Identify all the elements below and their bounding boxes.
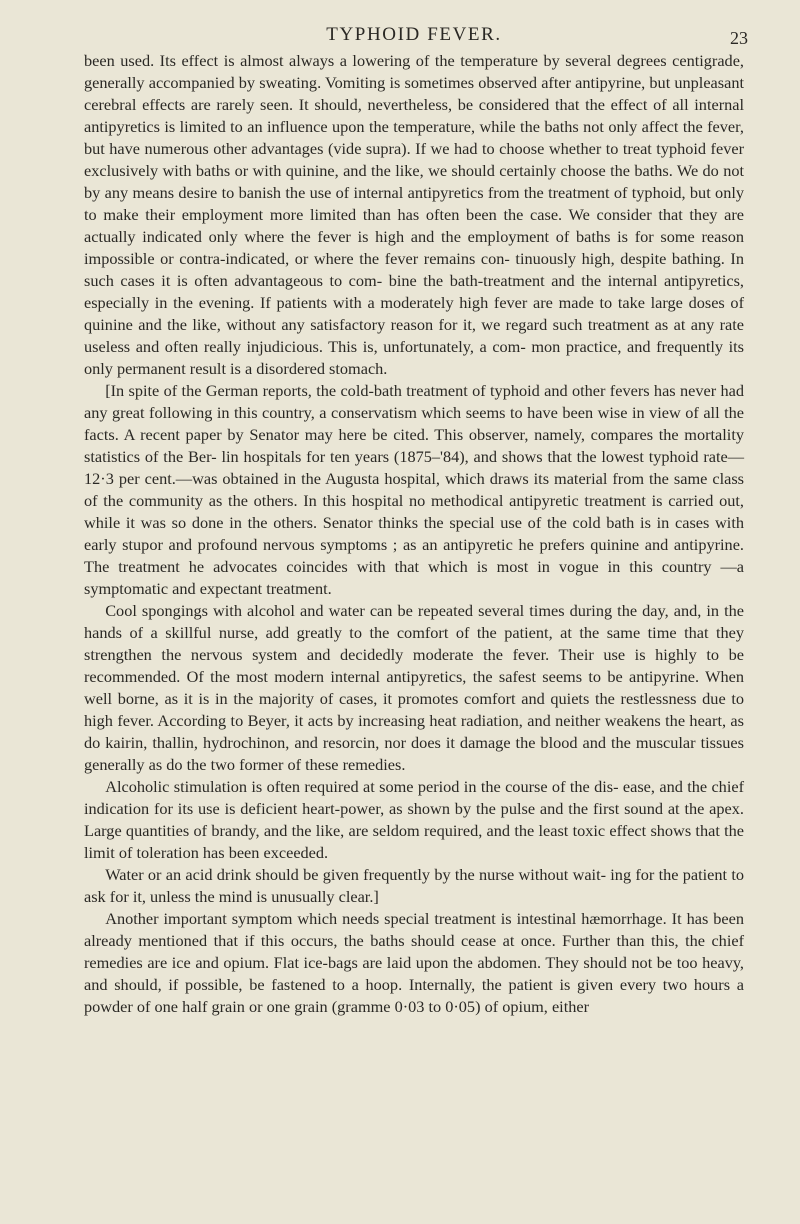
page-header (84, 14, 748, 50)
paragraph-1: been used. Its effect is almost always a lowering of the temperature by several degrees centigrade, generally accompanied by sweating. Vomiting is sometimes observed after antipyrine, but unpleasant cerebral effects are rarely seen. It should, nevertheless, be considered that the effect of all internal antipyretics is limited to an influence upon the temperature, while the baths not only affect the fever, but have numerous other advantages (vide supra). If we had to choose whether to treat typhoid fever exclusively with baths or with quinine, and the like, we should certainly choose the baths. We do not by any means desire to banish the use of internal antipyretics from the treatment of typhoid, but only to make their employment more limited than has often been the case. We consider that they are actually indicated only where the fever is high and the employment of baths is for some reason impossible or contra-indicated, or where the fever remains con- tinuously high, despite bathing. In such cases it is often advantageous to com- bine the bath-treatment and the internal antipyretics, especially in the evening. If patients with a moderately high fever are made to take large doses of quinine and the like, without any satisfactory reason for it, we regard such treatment as at any rate useless and often really injudicious. This is, unfortunately, a com- mon practice, and frequently its only permanent result is a disordered stomach. (84, 51, 744, 378)
book-page (84, 14, 748, 1018)
page-number: 23 (730, 28, 748, 48)
paragraph-4: Alcoholic stimulation is often required at some period in the course of the dis- ease, and the chief indication for its use is deficient heart-power, as shown by the pulse and the first sound at the apex. Large quantities of brandy, and the like, are seldom required, and the least toxic effect shows that the limit of toleration has been exceeded. (84, 777, 744, 862)
paragraph-5: Water or an acid drink should be given frequently by the nurse without wait- ing for the patient to ask for it, unless the mind is unusually clear.] (84, 865, 744, 906)
paragraph-2: [In spite of the German reports, the cold-bath treatment of typhoid and other fevers has never had any great following in this country, a conservatism which seems to have been wise in view of all the facts. A recent paper by Senator may here be cited. This observer, namely, compares the mortality statistics of the Ber- lin hospitals for ten years (1875–'84), and shows that the lowest typhoid rate—12·3 per cent.—was obtained in the Augusta hospital, which draws its material from the same class of the community as the others. In this hospital no methodical antipyretic treatment is carried out, while it was so done in the others. Senator thinks the special use of the cold bath is in cases with early stupor and profound nervous symptoms ; as an antipyretic he prefers quinine and antipyrine. The treatment he advocates coincides with that which is most in vogue in this country —a symptomatic and expectant treatment. (84, 381, 744, 598)
paragraph-6: Another important symptom which needs special treatment is intestinal hæmorrhage. It has been already mentioned that if this occurs, the baths should cease at once. Further than this, the chief remedies are ice and opium. Flat ice-bags are laid upon the abdomen. They should not be too heavy, and should, if possible, be fastened to a hoop. Internally, the patient is given every two hours a powder of one half grain or one grain (gramme 0·03 to 0·05) of opium, either (84, 909, 744, 1016)
paragraph-3: Cool spongings with alcohol and water can be repeated several times during the day, and, in the hands of a skillful nurse, add greatly to the comfort of the patient, at the same time that they strengthen the nervous system and decidedly moderate the fever. Their use is highly to be recommended. Of the most modern internal antipyretics, the safest seems to be antipyrine. When well borne, as it is in the majority of cases, it promotes comfort and quiets the restlessness due to high fever. According to Beyer, it acts by increasing heat radiation, and neither weakens the heart, as do kairin, thallin, hydrochinon, and resorcin, nor does it damage the blood and the muscular tissues generally as do the two former of these remedies. (84, 601, 744, 774)
body-text (84, 50, 744, 1018)
running-head: TYPHOID FEVER. (326, 24, 502, 45)
